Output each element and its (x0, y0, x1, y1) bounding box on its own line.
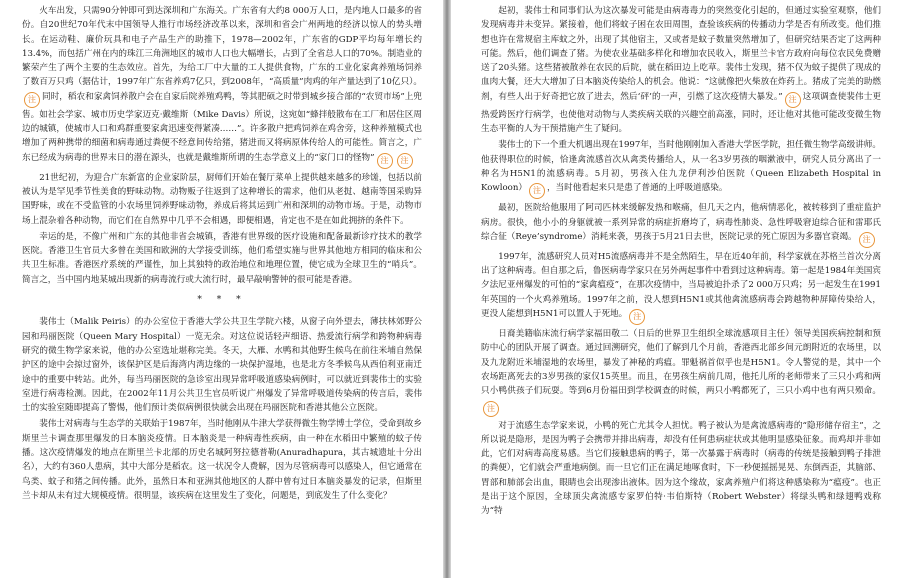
section-separator: * * * (197, 295, 247, 306)
book-gutter (443, 0, 451, 578)
footnote-marker[interactable]: 注 (629, 309, 645, 325)
left-page-text (22, 4, 422, 505)
footnote-marker[interactable]: 注 (397, 153, 413, 169)
paragraph: 裴伟士（Malik Peiris）的办公室位于香港大学公共卫生学院六楼，从窗子向外望去，薄扶林郊野公园和玛丽医院（Queen Mary Hospital）一览无余。对这位说话轻声细语、热爱流行病学和跨物种病毒研究的微生物学家来说，他的办公室选址堪称完美。冬天，大雁、水鸭和其他野生候鸟在前往米埔自然保护区的途中会掠过窗外，该保护区是后海湾内湾边缘的一块保护湿地，也是北方冬季候鸟从西伯利亚南迁途中的重要中转站。此外，每当玛丽医院的急诊室出现异常呼吸道感染病例时，可以就近到裴伟士的实验室进行病毒检测。因此，在2002年11月公共卫生官员听说广州爆发了异常呼吸道传染病的传言后，裴伟士的实验室随即提高了警惕，他们预计类似病例很快就会出现在玛丽医院和香港其他公立医院。 (22, 317, 422, 414)
left-page (0, 0, 443, 578)
paragraph: 裴伟士对病毒与生态学的关联始于1987年，当时他刚从牛津大学获得微生物学博士学位，受命到故乡斯里兰卡调查那里爆发的日本脑炎疫情。日本脑炎是一种病毒性疾病，由一种在水稻田中繁殖的蚊子传播。这次疫情爆发的地点在斯里兰卡北部的历史名城阿努拉德普勒(Anuradhapura，其古城遗址十分出名），大约有360人患病，其中大部分是稻农。这一状况令人费解，因为尽管病毒可以感染人，但它通常在鸟类、蚊子和猪之间传播。此外，虽然日本和亚洲其他地区的人群中曾有过日本脑炎暴发的记录，但斯里兰卡却从未有过大规模疫情。很明显，该疾病在这里发生了变化，问题是，到底发生了什么变化？ (22, 419, 422, 501)
footnote-marker[interactable]: 注 (24, 92, 40, 108)
paragraph: 日裔美籍临床流行病学家福田敬二（日后的世界卫生组织全球流感项目主任）领导美国疾病控制和预防中心的团队开展了调查。通过回溯研究，他们了解到几个月前，香港西北部乡间元朗附近的农场里，以及九龙附近米埔湿地的农场里，暴发了神秘的鸡瘟。罪魁祸首似乎也是H5N1。令人警觉的是，其中一个农场距离死去的3岁男孩的家仅15英里。而且，在男孩生病前几周，他托儿所的老师带来了三只小鸡和两只小鸭供孩子们玩耍。等到6月份福田到学校调查的时候，两只小鸭都死了，三只小鸡中也有两只殒命。注 (481, 327, 881, 416)
paragraph: 裴伟士的下一个重大机遇出现在1997年，当时他刚刚加入香港大学医学院，担任微生物学高级讲师。他获得职位的时候，恰逢禽流感首次从禽类传播给人，从一名3岁男孩的咽漱液中，研究人员分离出了一种名为H5N1的流感病毒。5月初，男孩入住九龙伊利沙伯医院（Queen Elizabeth Hospital in Kowloon） 注 ，当时他看起来只是患了普通的上呼吸道感染。 (481, 138, 881, 199)
paragraph: 起初，裴伟士和同事们认为这次暴发可能是由病毒毒力的突然变化引起的，但通过实验室观察，他们发现病毒并未变异。紧接着，他们将蚊子困在农田周围，查验该疾病的传播动力学是否有所改变。他们推想也许在常规宿主库蚊之外，出现了其他宿主，又或者是蚊子数量突然增加了，但研究结果否定了这两种可能。然后，他们调查了猪。为使农业基础多样化和增加农民收入，斯里兰卡官方政府向每位农民免费赠送了20头猪。这些猪被散养在农民的后院，就在稻田边上吃草。裴伟士发现，猪不仅为蚊子提供了现成的血肉大餐，还大大增加了日本脑炎传染给人的机会。他说：“这就像把火柴放在炸药上。猪成了完美的助燃剂，有些人出于好奇把它放了进去，然后‘砰’的一声，引燃了这次疫情大暴发。” 注 这项调查使裴伟士更热爱跨医疗行病学，也使他对动物与人类疾病关联的兴趣空前高涨，同时，还让他对其他可能改变微生物生态平衡的人为干预措施产生了疑问。 (481, 6, 881, 135)
footnote-marker[interactable]: 注 (529, 183, 545, 199)
paragraph: 幸运的是，不像广州和广东的其他非省会城镇，香港有世界级的医疗设施和配备最新诊疗技术的教学医院。香港卫生官员大多曾在美国和欧洲的大学接受训练，他们希望实施与世界其他地方相同的临床和公共卫生标准。香港医疗系统的严谨性，加上其独特的政治地位和地理位置，使它成为全球卫生的“哨兵”。简言之，当中国内地某城出现新的病毒流行或大流行时，最早敲响警钟的很可能是香港。 (22, 231, 422, 285)
paragraph: 21世纪初，为迎合广东新富的企业家阶层，厨师们开始在餐厅菜单上提供越来越多的珍馐，包括以前被认为是罕见季节性美食的野味动物。动物贩子往返到了这种增长的需求，他们从老挝、越南等国采购异国野味，或在不受监管的小农场里饲养野味动物，养成后将其运到广州和深圳的动物市场。于是，动物市场上混杂着各种动物，而它们在自然界中几乎不会相遇，即便相遇，肯定也不是在如此拥挤的条件下。 (22, 172, 422, 226)
footnote-marker[interactable]: 注 (785, 92, 801, 108)
right-page (451, 0, 897, 578)
paragraph: 火车出发，只需90分钟即可到达深圳和广东海关。广东省有大约8 000万人口，是内地人口最多的省份。自20世纪70年代末中国领导人推行市场经济改革以来，深圳和省会广州两地的经济以惊人的势头增长。在运动鞋、廉价玩具和电子产品生产的助推下，1978—2002年，广东省的GDP平均每年增长约13.4%，而包括广州在内的珠江三角洲地区的城市人口也大幅增长，占到了全省总人口的70%。制造业的繁荣产生了两个主要的生态效应。首先，为给工厂中大量的工人提供食物，广东的工业化家禽养殖场饲养了数百万只鸡（据估计，1997年广东省养鸡7亿只，到2008年，“高质量”肉鸡的年产量达到了10亿只）。注 同时，稻农和家禽饲养散户会在自家后院养殖鸡鸭，等其肥硕之时带到城乡接合部的“农贸市场”上兜售。如社会学家、城市历史学家迈克·戴维斯（Mike Davis）所说，这宛如“蜂拌般散布在工厂和居住区周边的城镇，使城市人口和鸡群重要家禽迅速变得紧凑……”。许多散户把鸡饲养在鸡舍旁，这种养殖模式也增加了两种携带的细菌和病毒通过粪便不经意间传给猪，猪进而又将病原体传给人的可能性。简言之，广东已经成为病毒的世界末日的潜在源头，也就是戴维斯所谓的生态学意义上的“家门口的怪物” 注 注 (22, 4, 422, 169)
footnote-marker[interactable]: 注 (483, 401, 499, 417)
footnote-marker[interactable]: 注 (377, 153, 393, 169)
paragraph: 对于流感生态学家来说，小鸭的死亡尤其令人担忧。鸭子被认为是禽流感病毒的“隐形储存宿主”，之所以说是隐形，是因为鸭子会携带并排出病毒，却没有任何患病症状或其他明显感染征象。而鸡却并非如此，它们对病毒高度易感。当它们接触患病的鸭子，第一次暴露于病毒时（病毒的传统是接触到鸭子排泄的粪便），它们就会严重地病倒。而一旦它们正在满足地啄食时，下一秒便摇摇晃晃、东倒西歪，其脑部、胃部和肺部会出血，眼睛也会出现渗出液体。因为这个缘故，家禽养殖户们将这种感染称为“瘟疫”。也正是出于这个原因，全球顶尖禽流感专家罗伯特·韦伯斯特（Robert Webster）将绿头鸭和绿翅鸭戏称为“特 (481, 420, 881, 517)
footnote-marker[interactable]: 注 (859, 232, 875, 248)
right-page-text (481, 4, 881, 521)
paragraph: 1997年，流感研究人员对H5流感病毒并不是全然陌生，早在近40年前，科学家就在苏格兰首次分离出了这种病毒。但自那之后，鲁医病毒学家只在另外两起事件中看到过这种病毒。第一起是1984年美国宾夕法尼亚州爆发的可怕的“家禽瘟疫”，在那次疫情中，当局被迫扑杀了2 000万只鸡；另一起发生在1991年英国的一个火鸡养殖场。1997年之前，没人想到H5N1或其他禽流感病毒会跨越物种屏障传染给人，更没人能想到H5N1可以置人于死地。 注 (481, 250, 881, 325)
paragraph: 最初，医院给他服用了阿司匹林来缓解发热和喉痛，但几天之内，他病情恶化，被转移到了重症监护病房。很快，他小小的身躯就被一系列异常的病症折磨垮了，病毒性肺炎、急性呼吸窘迫综合征和雷耶氏综合征（Reye’syndrome）消耗来袭，男孩于5月21日去世，医院记录的死亡原因为多器官衰竭。 注 (481, 201, 881, 248)
